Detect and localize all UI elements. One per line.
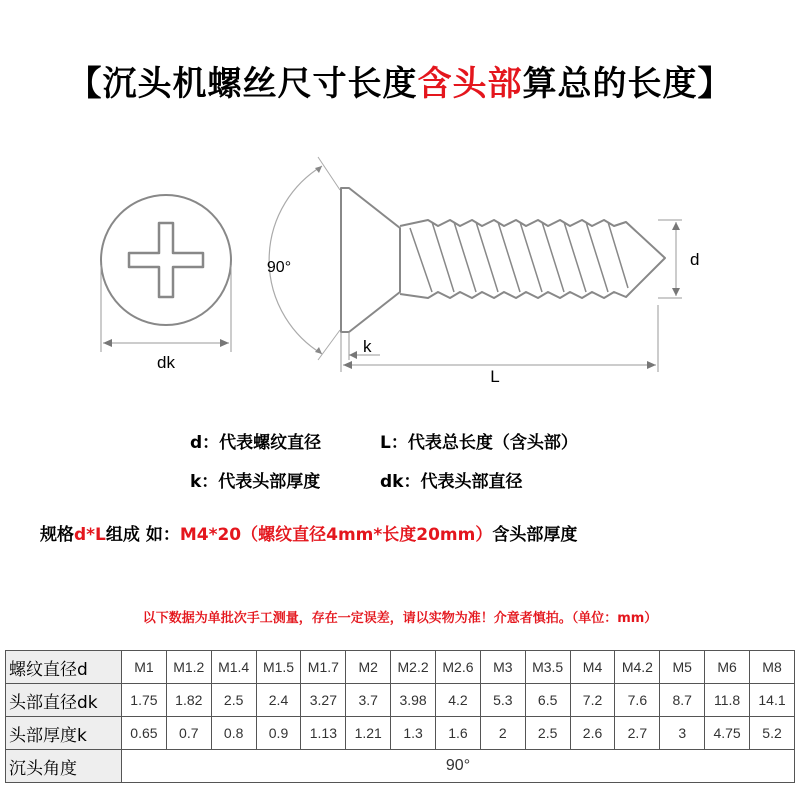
cell-dk: 7.2 bbox=[570, 684, 615, 717]
spec-example: M4*20（螺纹直径4mm*长度20mm） bbox=[179, 525, 493, 545]
k-label: k bbox=[363, 337, 372, 356]
cell-k: 1.6 bbox=[436, 717, 481, 750]
page-title bbox=[0, 56, 800, 105]
legend-L: L：代表总长度（含头部） bbox=[380, 433, 578, 453]
cell-dk: 11.8 bbox=[705, 684, 750, 717]
cell-k: 5.2 bbox=[750, 717, 795, 750]
table-row-d bbox=[6, 651, 795, 684]
cell-dk: 2.5 bbox=[211, 684, 256, 717]
cell-dk: 3.98 bbox=[391, 684, 436, 717]
cell-k: 2.5 bbox=[525, 717, 570, 750]
spec-prefix: 规格 bbox=[40, 525, 74, 545]
cell-d: M2.6 bbox=[436, 651, 481, 684]
row-label-dk: 头部直径dk bbox=[6, 684, 122, 717]
cell-k: 0.9 bbox=[256, 717, 301, 750]
cell-dk: 3.27 bbox=[301, 684, 346, 717]
cell-d: M2.2 bbox=[391, 651, 436, 684]
screw-diagram bbox=[0, 140, 800, 385]
cell-d: M1.5 bbox=[256, 651, 301, 684]
cell-d: M2 bbox=[346, 651, 391, 684]
cell-d: M1.4 bbox=[211, 651, 256, 684]
d-label: d bbox=[690, 250, 700, 269]
cell-k: 0.7 bbox=[166, 717, 211, 750]
cell-k: 0.8 bbox=[211, 717, 256, 750]
cell-dk: 1.75 bbox=[122, 684, 167, 717]
cell-k: 2.7 bbox=[615, 717, 660, 750]
row-label-d: 螺纹直径d bbox=[6, 651, 122, 684]
spec-tail: 含头部厚度 bbox=[492, 525, 578, 545]
cell-dk: 8.7 bbox=[660, 684, 705, 717]
cell-dk: 7.6 bbox=[615, 684, 660, 717]
cell-dk: 4.2 bbox=[436, 684, 481, 717]
cell-d: M1 bbox=[122, 651, 167, 684]
title-part1: 沉头机螺丝尺寸长度 bbox=[102, 64, 418, 104]
row-label-angle: 沉头角度 bbox=[6, 750, 122, 783]
row-label-k: 头部厚度k bbox=[6, 717, 122, 750]
screw-head-top-view bbox=[101, 195, 231, 352]
cell-d: M6 bbox=[705, 651, 750, 684]
cell-dk: 2.4 bbox=[256, 684, 301, 717]
title-part2: 算总的长度 bbox=[522, 64, 698, 104]
cell-d: M1.2 bbox=[166, 651, 211, 684]
cell-d: M3.5 bbox=[525, 651, 570, 684]
legend-dk: dk：代表头部直径 bbox=[380, 472, 523, 492]
screw-side-view bbox=[341, 188, 665, 332]
cell-k: 1.13 bbox=[301, 717, 346, 750]
cell-d: M1.7 bbox=[301, 651, 346, 684]
cell-d: M5 bbox=[660, 651, 705, 684]
cell-d: M3 bbox=[480, 651, 525, 684]
cell-d: M4.2 bbox=[615, 651, 660, 684]
k-L-dimension bbox=[341, 305, 658, 372]
cell-k: 1.21 bbox=[346, 717, 391, 750]
d-dimension bbox=[658, 220, 682, 298]
cell-dk: 3.7 bbox=[346, 684, 391, 717]
title-bracket-open: 【 bbox=[67, 64, 103, 104]
cell-k: 4.75 bbox=[705, 717, 750, 750]
table-row-angle bbox=[6, 750, 795, 783]
cell-dk: 14.1 bbox=[750, 684, 795, 717]
cell-k: 2.6 bbox=[570, 717, 615, 750]
cell-d: M4 bbox=[570, 651, 615, 684]
angle-label: 90° bbox=[266, 259, 292, 276]
spec-dl: d*L bbox=[74, 525, 106, 545]
spec-suffix: 组成 如： bbox=[105, 525, 180, 545]
legend-d: d：代表螺纹直径 bbox=[190, 433, 322, 453]
L-label: L bbox=[490, 367, 500, 385]
cell-dk: 1.82 bbox=[166, 684, 211, 717]
cell-k: 1.3 bbox=[391, 717, 436, 750]
cell-d: M8 bbox=[750, 651, 795, 684]
title-bracket-close: 】 bbox=[697, 64, 733, 104]
table-row-k bbox=[6, 717, 795, 750]
title-highlight: 含头部 bbox=[417, 64, 523, 104]
measurement-note: 以下数据为单批次手工测量，存在一定误差，请以实物为准！介意者慎拍。（单位：mm） bbox=[142, 611, 658, 626]
cell-angle: 90° bbox=[122, 750, 795, 783]
cell-k: 3 bbox=[660, 717, 705, 750]
dk-label: dk bbox=[157, 353, 175, 372]
spec-line bbox=[40, 520, 577, 545]
cell-k: 2 bbox=[480, 717, 525, 750]
legend-k: k：代表头部厚度 bbox=[190, 472, 321, 492]
cell-dk: 5.3 bbox=[480, 684, 525, 717]
cell-dk: 6.5 bbox=[525, 684, 570, 717]
cell-k: 0.65 bbox=[122, 717, 167, 750]
size-table bbox=[5, 650, 795, 783]
table-row-dk bbox=[6, 684, 795, 717]
